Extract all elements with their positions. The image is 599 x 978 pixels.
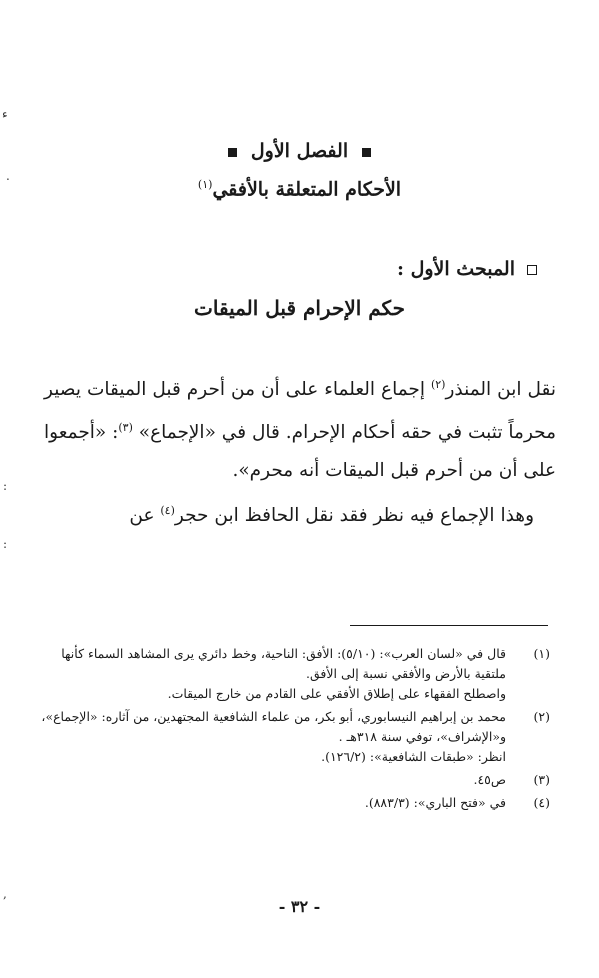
footnote-ref: (٣) (118, 421, 133, 435)
chapter-subtitle-text: الأحكام المتعلقة بالأفقي (212, 178, 402, 201)
section-heading-text: المبحث الأول : (396, 258, 515, 280)
footnote-ref: (٢) (430, 378, 446, 391)
chapter-title-text: الفصل الأول (250, 140, 349, 162)
page-number: - ٣٢ - (278, 897, 321, 916)
footnote-body (40, 793, 506, 813)
footnote-number: (١) (533, 646, 550, 661)
scan-speck: : (3, 479, 8, 493)
footnote (40, 707, 556, 767)
footnote-separator (350, 625, 548, 626)
body-text (44, 366, 556, 535)
footnote-ref: (١) (197, 178, 213, 191)
black-square-icon (228, 148, 237, 157)
scan-speck: : (3, 537, 8, 551)
footnote (40, 793, 556, 813)
scan-speck: , (3, 887, 7, 901)
footnote-body (40, 644, 506, 704)
paragraph (44, 492, 556, 535)
paragraph-text: عن (129, 505, 161, 527)
footnote-line: محمد بن إبراهيم النيسابوري، أبو بكر، من علماء الشافعية المجتهدين، من آثاره: «الإجماع»، و«الإشراف»، توفي سنة ٣١٨هـ . (41, 709, 506, 744)
scan-speck: . (6, 169, 10, 183)
section-heading (397, 258, 537, 280)
footnote-number: (٤) (533, 795, 550, 810)
footnote (40, 644, 556, 704)
footnote-ref: (٤) (160, 504, 175, 518)
footnote (40, 770, 556, 790)
paragraph-text: وهذا الإجماع فيه نظر فقد نقل الحافظ ابن حجر (174, 505, 534, 527)
paragraph-text: نقل ابن المنذر (445, 379, 556, 401)
section-title: حكم الإحرام قبل الميقات (194, 296, 405, 320)
footnotes (40, 644, 556, 816)
paragraph-text: : «أجمعوا على أن من أحرم قبل الميقات أنه محرم». (44, 422, 556, 482)
chapter-subtitle (0, 178, 599, 200)
footnote-line: انظر: «طبقات الشافعية»: (١٢٦/٢). (321, 749, 506, 764)
footnote-body (40, 770, 506, 790)
footnote-line: ص٤٥. (473, 772, 506, 787)
footnote-body (40, 707, 506, 767)
scan-speck: ء (2, 107, 8, 121)
footnote-line: قال في «لسان العرب»: (٥/١٠): الأفق: الناحية، وخط دائري يرى المشاهد السماء كأنها ملتقية بالأرض والأفقي نسبة إلى الأفق. (61, 646, 506, 681)
paragraph-text: إجماع العلماء على أن من أحرم قبل الميقات يصير محرماً تثبت في حقه أحكام الإحرام. قال في «الإجماع» (44, 379, 556, 444)
footnote-number: (٣) (533, 772, 550, 787)
black-square-icon (362, 148, 371, 157)
paragraph (44, 366, 556, 490)
footnote-number: (٢) (533, 709, 550, 724)
outline-square-icon (527, 265, 537, 275)
chapter-title (0, 140, 599, 162)
footnote-line: واصطلح الفقهاء على إطلاق الأفقي على القادم من خارج الميقات. (167, 686, 506, 701)
footnote-line: في «فتح الباري»: (٨٨٣/٣). (364, 795, 506, 810)
